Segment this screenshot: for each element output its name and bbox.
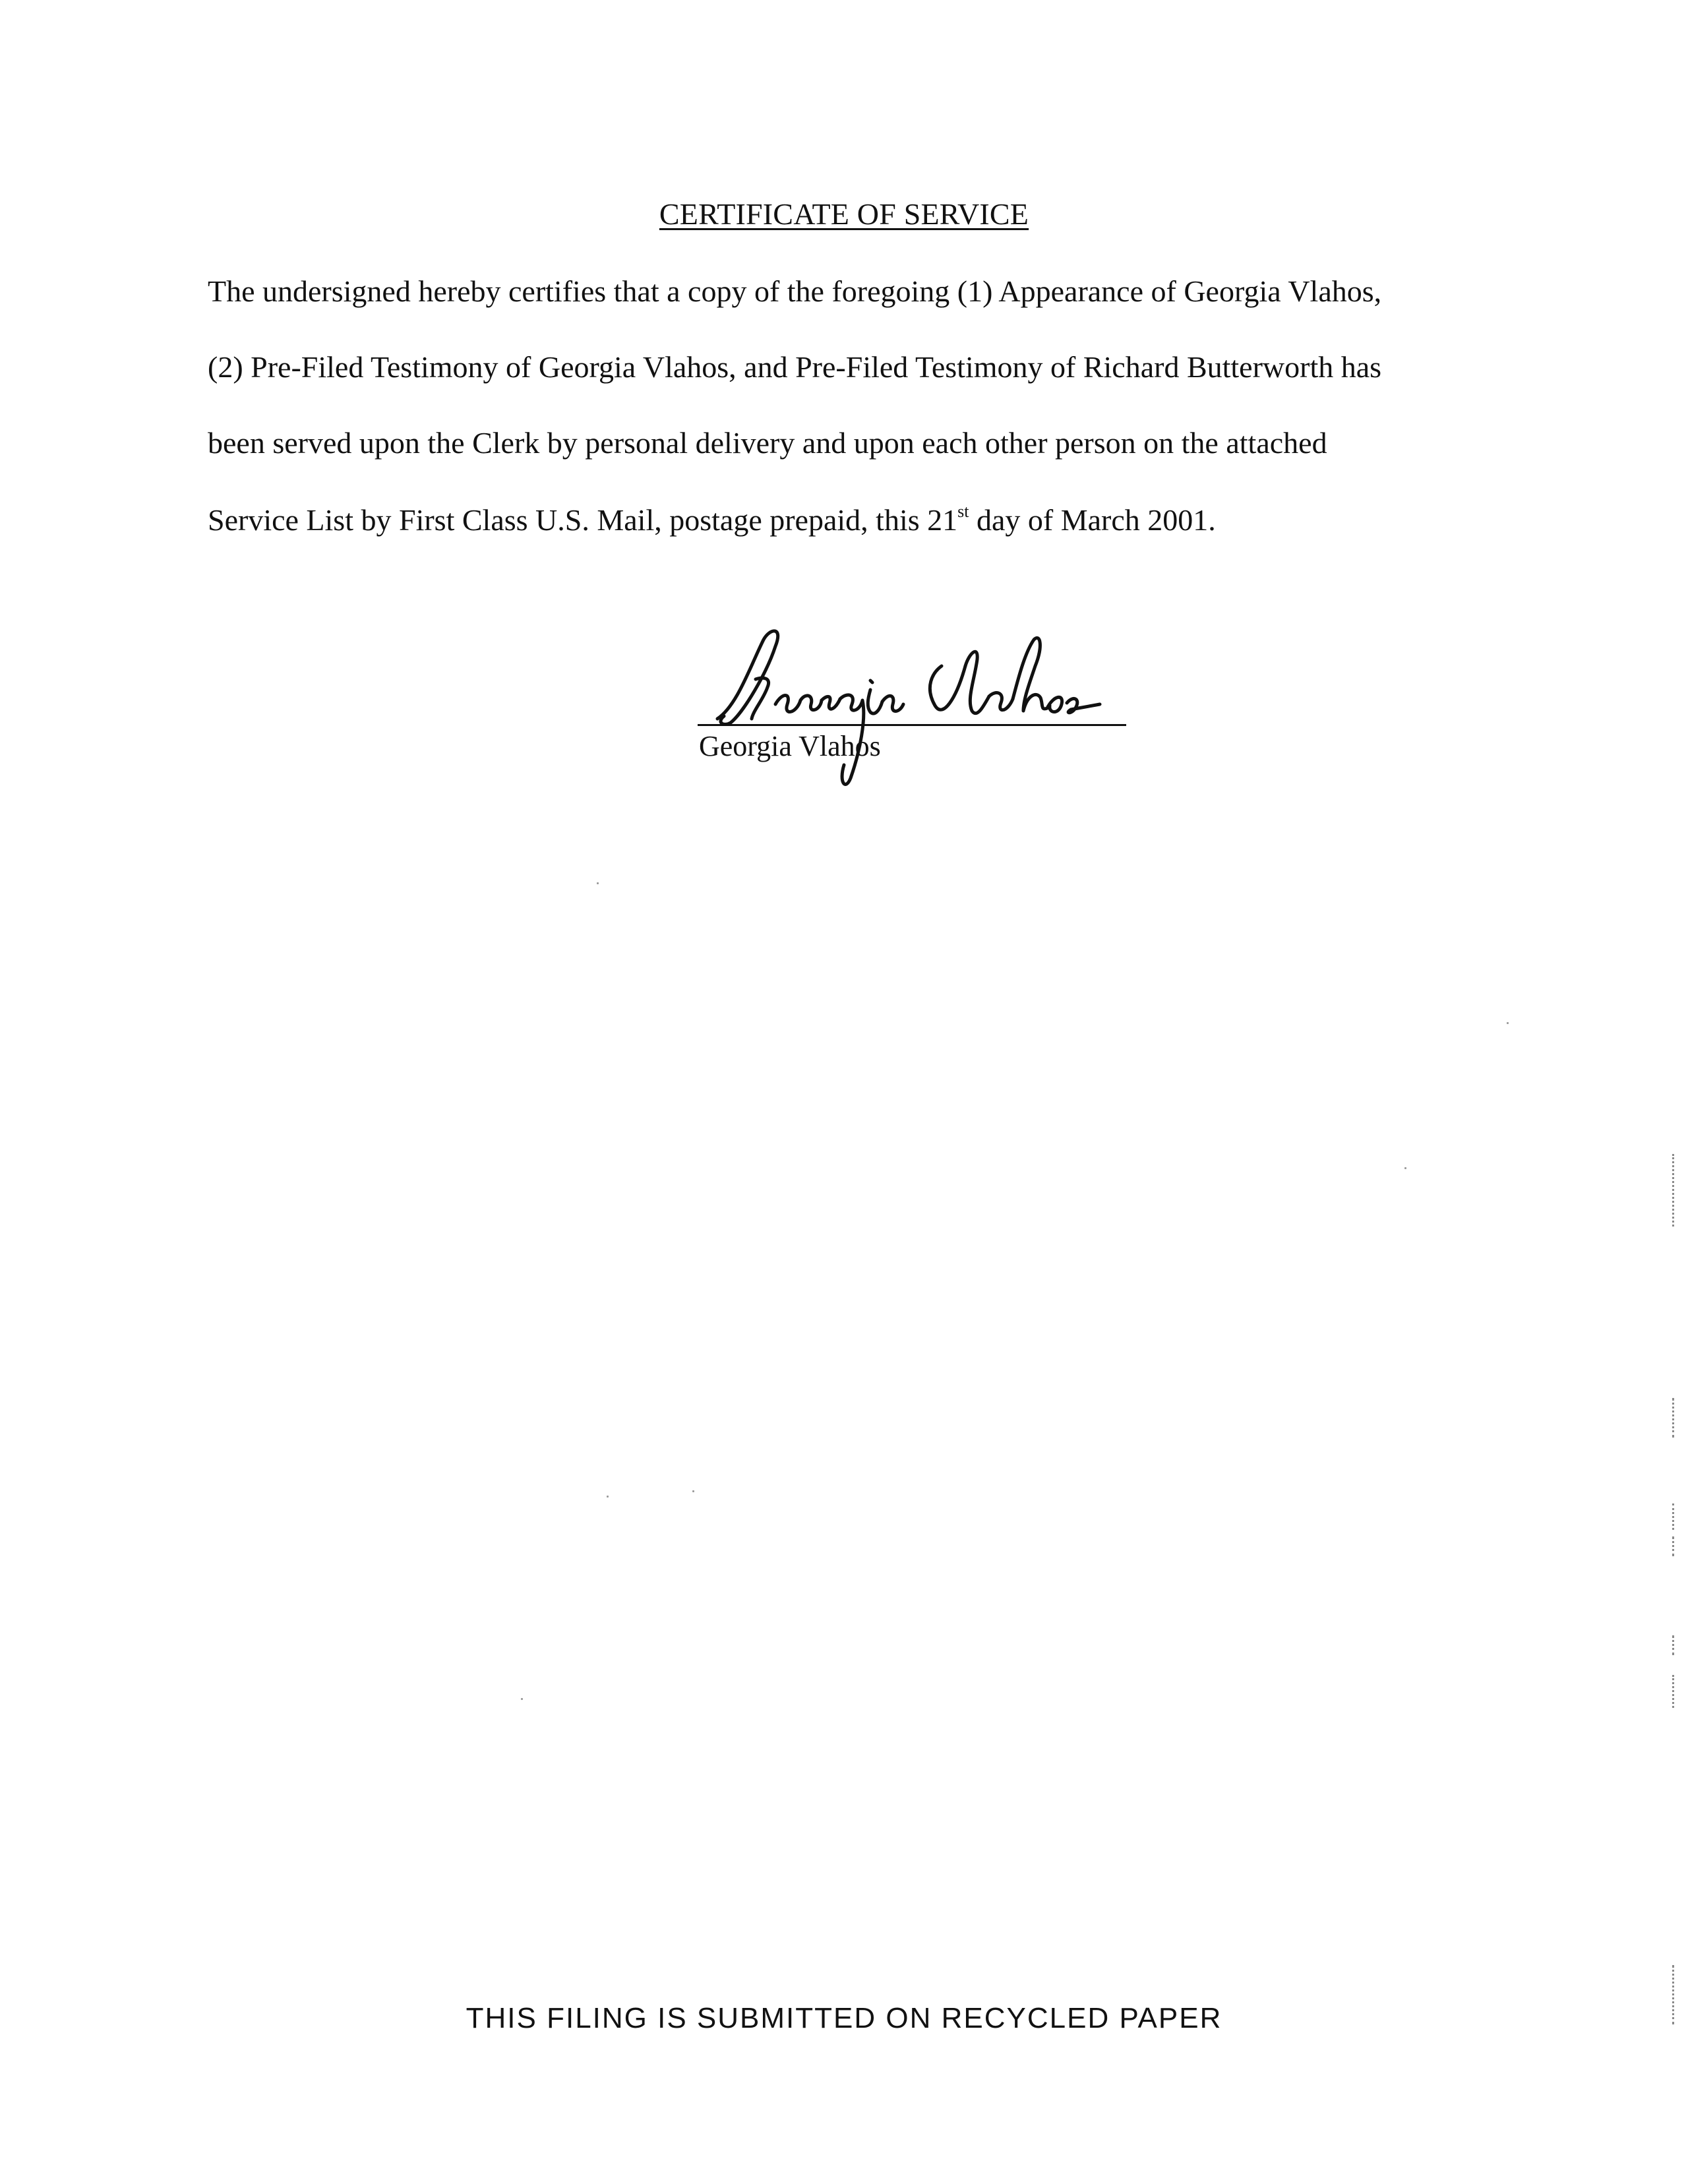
scan-edge-marks [1672, 1398, 1677, 1438]
signature-line [698, 724, 1126, 726]
scan-speck [607, 1496, 609, 1498]
body-line-3: been served upon the Clerk by personal delivery and upon each other person on the attached [208, 426, 1327, 460]
body-line-1: The undersigned hereby certifies that a copy of the foregoing (1) Appearance of Georgia Vlahos, [208, 274, 1382, 308]
scan-speck [1404, 1167, 1406, 1169]
recycled-paper-footer: THIS FILING IS SUBMITTED ON RECYCLED PAPER [466, 2002, 1222, 2034]
body-line-4 [208, 502, 1526, 537]
scan-edge-marks [1672, 1536, 1677, 1556]
scan-edge-marks [1672, 1675, 1677, 1708]
body-line-2: (2) Pre-Filed Testimony of Georgia Vlahos, and Pre-Filed Testimony of Richard Butterworth has [208, 350, 1382, 384]
scan-speck [1507, 1022, 1509, 1024]
body-line-4-end: day of March 2001. [969, 503, 1216, 537]
scan-edge-marks [1672, 1965, 1677, 2024]
scan-edge-marks [1672, 1154, 1677, 1227]
certificate-title: CERTIFICATE OF SERVICE [659, 197, 1029, 231]
signature-block [698, 626, 1126, 785]
scan-edge-marks [1672, 1503, 1677, 1530]
scan-speck [597, 882, 599, 884]
scan-speck [521, 1698, 523, 1700]
printed-signer-name: Georgia Vlahos [699, 730, 881, 762]
body-line-4-text: Service List by First Class U.S. Mail, postage prepaid, this 21 [208, 503, 958, 537]
scan-edge-marks [1672, 1635, 1677, 1655]
ordinal-suffix: st [957, 502, 969, 521]
scan-speck [692, 1490, 694, 1492]
